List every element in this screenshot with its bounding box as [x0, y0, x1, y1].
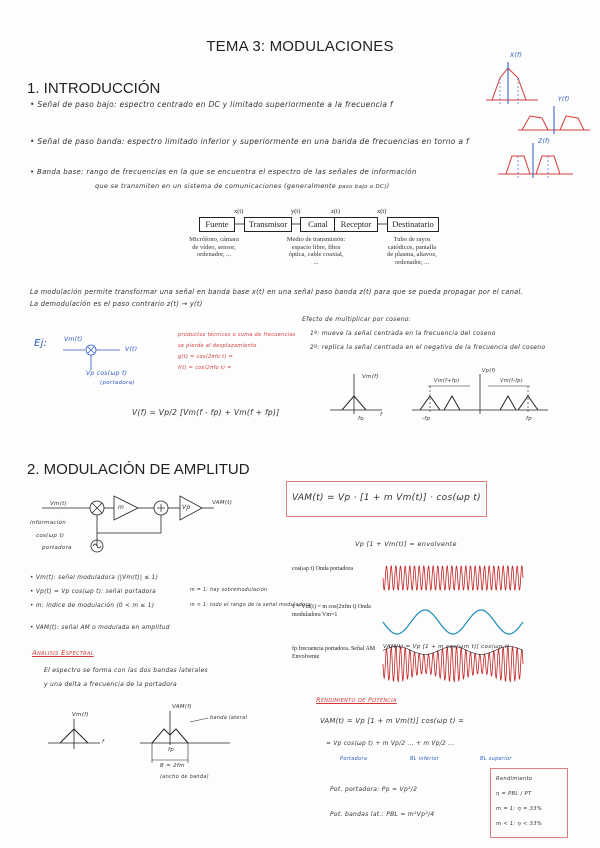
am-wave [383, 646, 523, 681]
spectral-label-ancho: (ancho de banda) [160, 774, 209, 780]
signal-yt: y(t) [291, 208, 301, 215]
example-output: V(t) [125, 346, 138, 353]
power-label-bls: BL superior [480, 756, 512, 762]
bullet-banda-base: • Banda base: rango de frecuencias en la que se encuentra el espectro de las señales de información [30, 168, 417, 176]
efficiency-mlt1: m < 1: η < 33% [496, 821, 543, 827]
bullet-paso-bajo-text: Señal de paso bajo: espectro centrado en DC y limitado superiormente a la frecuencia f [37, 100, 393, 109]
spectral-label-vamf: VAM(f) [172, 704, 192, 710]
am-gain-m: m [118, 504, 125, 511]
example-note-4: f(t) = cos(2πfo t) = [178, 365, 232, 371]
am-envelope-note: Vp [1 + Vm(t)] = envolvente [355, 540, 457, 548]
signal-xt-out: x(t) [377, 208, 387, 215]
bullet-banda-base-paren: paso bajo o DC) [338, 184, 387, 190]
def-m: m: índice de modulación (0 < m ≤ 1) [35, 603, 155, 609]
spectral-label-f: f [102, 739, 105, 745]
caption-canal: Medio de transmisión: espacio libre, fibra óptica, cable coaxial, ... [286, 236, 346, 266]
block-transmisor: Transmisor [244, 217, 292, 232]
plot-label-neg-fp: -fp [422, 416, 431, 422]
paragraph-line-2: La demodulación es el paso contrario z(t) → y(t) [30, 300, 203, 308]
example-carrier-note: (portadora) [100, 380, 135, 386]
effects-plots [320, 368, 550, 428]
example-formula: V(f) = Vp/2 [Vm(f - fp) + Vm(f + fp)] [132, 408, 280, 417]
power-formula-1: VAM(t) = Vp [1 + m Vm(t)] cos(ωp t) = [320, 717, 465, 725]
wave-label-portadora: cos(ωp t) Onda portadora [292, 566, 354, 572]
am-waveforms [381, 560, 526, 685]
paragraph-modulacion [30, 286, 575, 310]
signal-zt: z(t) [331, 208, 341, 215]
signal-xt: x(t) [234, 208, 244, 215]
effects-item-2: 2º: replica la señal centrada en el negativo de la frecuencia del coseno [310, 344, 546, 351]
block-arrows [180, 205, 450, 235]
am-output-label: VAM(t) [212, 500, 233, 506]
plot-label-vmf: Vm(f) [362, 374, 379, 380]
efficiency-title: Rendimiento [496, 776, 533, 782]
block-canal: Canal [300, 217, 336, 232]
label-yf: Y(f) [558, 96, 570, 103]
wave-label-moduladora: 1 + Vm(t) = m cos(2πfm t) Onda moduladora Vm=1 [292, 604, 371, 618]
plot-label-f: f [380, 412, 383, 418]
example-note-2: se pierde al desplazamiento [178, 343, 257, 349]
plot-label-vmf-minus: Vm(f-fp) [500, 378, 524, 384]
label-xf: X(f) [510, 52, 523, 59]
bullet-banda-base-cont-text: que se transmiten en un sistema de comunicaciones (generalmente [95, 182, 337, 190]
paragraph-line-1: La modulación permite transformar una señal en banda base x(t) en una señal paso banda z(t) para que se pueda propagar por el canal. [30, 288, 524, 296]
power-label-bli: BL inferior [410, 756, 440, 762]
efficiency-formula: η = PBL / PT [496, 791, 532, 797]
effects-item-1: 1º: mueve la señal centrada en la frecuencia del coseno [310, 330, 496, 337]
spectral-label-fp: fp [168, 747, 175, 753]
example-notes [178, 330, 296, 374]
plot-label-vmf-plus: Vm(f+fp) [434, 378, 460, 384]
plot-label-vpf: Vp(f) [482, 368, 496, 374]
am-input-label: Vm(t) [50, 501, 68, 507]
section-heading-modulacion-amplitud: 2. MODULACIÓN DE AMPLITUD [27, 461, 250, 478]
am-carrier-label: cos(ωp t) [36, 533, 65, 539]
example-label: Ej: [34, 338, 48, 349]
block-destinatario: Destinatario [387, 217, 439, 232]
effects-list [302, 313, 545, 355]
am-input-note: información [30, 520, 67, 526]
section-heading-introduccion: 1. INTRODUCCIÓN [27, 80, 161, 97]
carrier-wave [383, 566, 523, 590]
bullet-paso-banda-text: Señal de paso banda: espectro limitado inferior y superiormente en una banda de frecuencias en torno a f [37, 137, 469, 146]
am-carrier-note: portadora [42, 545, 72, 551]
spectral-label-b: B = 2fm [160, 763, 185, 769]
effects-intro: Efecto de multiplicar por coseno: [302, 316, 412, 323]
m-case-2: m < 1: todo el rango de la señal moduladora [190, 603, 311, 608]
plot-label-fo: fo [358, 416, 364, 422]
caption-fuente: Micrófono, cámara de vídeo, sensor, ordenador, ... [189, 236, 239, 258]
power-heading: Rendimiento de Potencia [316, 696, 397, 704]
power-label-portadora: Portadora [340, 756, 368, 762]
example-note-3: g(t) = cos(2πfo t) = [178, 354, 234, 360]
caption-destinatario: Tubo de rayos catódicos, pantalla de plasma, altavoz, ordenador, ... [387, 236, 437, 266]
am-gain-vp: Vp [182, 504, 191, 511]
bullet-banda-base-text: Banda base: rango de frecuencias en la que se encuentra el espectro de las señales de información [36, 168, 417, 176]
page-title: TEMA 3: MODULACIONES [206, 38, 394, 55]
spectral-heading: Análisis Espectral [32, 649, 94, 657]
def-vm: Vm(t): señal moduladora (|Vm(t)| ≤ 1) [35, 575, 159, 581]
power-formula-2: = Vp cos(ωp t) + m Vp/2 ... + m Vp/2 ... [326, 741, 455, 747]
am-envelope [383, 646, 523, 654]
efficiency-box-content [496, 772, 542, 832]
spectral-label-vmf: Vm(f) [72, 712, 89, 718]
spectral-label-banda: banda lateral [210, 715, 248, 721]
example-input: Vm(t) [64, 336, 83, 343]
bullet-paso-banda: • Señal de paso banda: espectro limitado inferior y superiormente en una banda de frecuencias en torno a f [30, 137, 469, 146]
power-pp: Pot. portadora: Pp = Vp²/2 [330, 786, 418, 793]
block-receptor: Receptor [334, 217, 378, 232]
def-vp: Vp(t) = Vp cos(ωp t): señal portadora [35, 589, 157, 595]
wave-formula: VAM(t) = Vp [1 + m cos(ωm t)] cos(ωp t) [383, 644, 510, 650]
bullet-paso-bajo: • Señal de paso bajo: espectro centrado en DC y limitado superiormente a la frecuencia f [30, 100, 393, 109]
am-formula-main: VAM(t) = Vp · [1 + m Vm(t)] · cos(ωp t) [292, 493, 481, 503]
efficiency-m1: m = 1: η = 33% [496, 806, 543, 812]
spectral-text-2: y una delta a frecuencia de la portadora [44, 681, 178, 688]
spectrum-sketches [478, 48, 593, 198]
label-zf: Z(f) [538, 138, 551, 145]
spectral-text [44, 664, 208, 692]
bullet-banda-base-cont: que se transmiten en un sistema de comunicaciones (generalmente paso bajo o DC)) [95, 182, 390, 190]
plot-label-fp: fp [526, 416, 533, 422]
wave-label-am: fp frecuencia portadora. Señal AM Envolvente [292, 646, 376, 660]
block-fuente: Fuente [199, 217, 235, 232]
m-case-1: m = 1: hay sobremodulación [190, 588, 268, 593]
spectral-text-1: El espectro se forma con las dos bandas laterales [44, 667, 208, 674]
am-definitions: • Vm(t): señal moduladora (|Vm(t)| ≤ 1) • Vp(t) = Vp cos(ωp t): señal portadora • m: índice de modulación (0 < m ≤ 1) • VAM(t): señal AM o modulada en amplitud [30, 575, 170, 631]
modulating-wave [383, 610, 523, 634]
example-carrier: Vp cos(ωp t) [86, 370, 128, 377]
power-pbl: Pot. bandas lat.: PBL = m²Vp²/4 [330, 811, 435, 818]
def-vam: VAM(t): señal AM o modulada en amplitud [35, 625, 170, 631]
example-note-1: productos técnicos o suma de frecuencias [178, 332, 296, 338]
